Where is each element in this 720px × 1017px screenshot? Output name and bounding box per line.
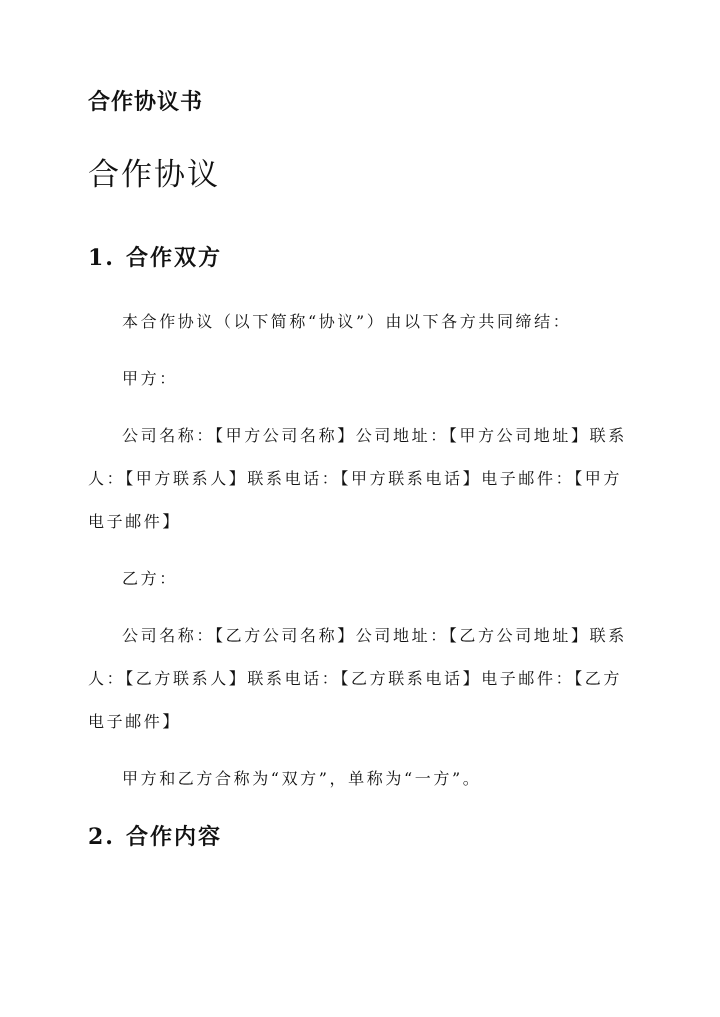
party-b-label: 乙方：	[122, 569, 178, 588]
section-number: 2.	[88, 824, 115, 850]
section-number: 1.	[88, 245, 115, 271]
section-heading-1	[88, 243, 222, 273]
party-a-label: 甲方：	[122, 369, 178, 388]
section-title: 合作双方	[126, 245, 223, 271]
section-title: 合作内容	[126, 824, 223, 850]
intro-paragraph: 本合作协议（以下简称“协议”）由以下各方共同缔结：	[122, 312, 572, 331]
parties-summary: 甲方和乙方合称为“双方”，单称为“一方”。	[122, 769, 482, 788]
document-heading: 合作协议	[88, 157, 220, 193]
section-heading-2	[88, 822, 222, 852]
document-title: 合作协议书	[88, 89, 204, 115]
party-a-info: 公司名称：【甲方公司名称】公司地址：【甲方公司地址】联系人：【甲方联系人】联系电话：【甲方联系电话】电子邮件：【甲方电子邮件】	[88, 426, 627, 531]
party-b-info: 公司名称：【乙方公司名称】公司地址：【乙方公司地址】联系人：【乙方联系人】联系电话：【乙方联系电话】电子邮件：【乙方电子邮件】	[88, 626, 627, 731]
